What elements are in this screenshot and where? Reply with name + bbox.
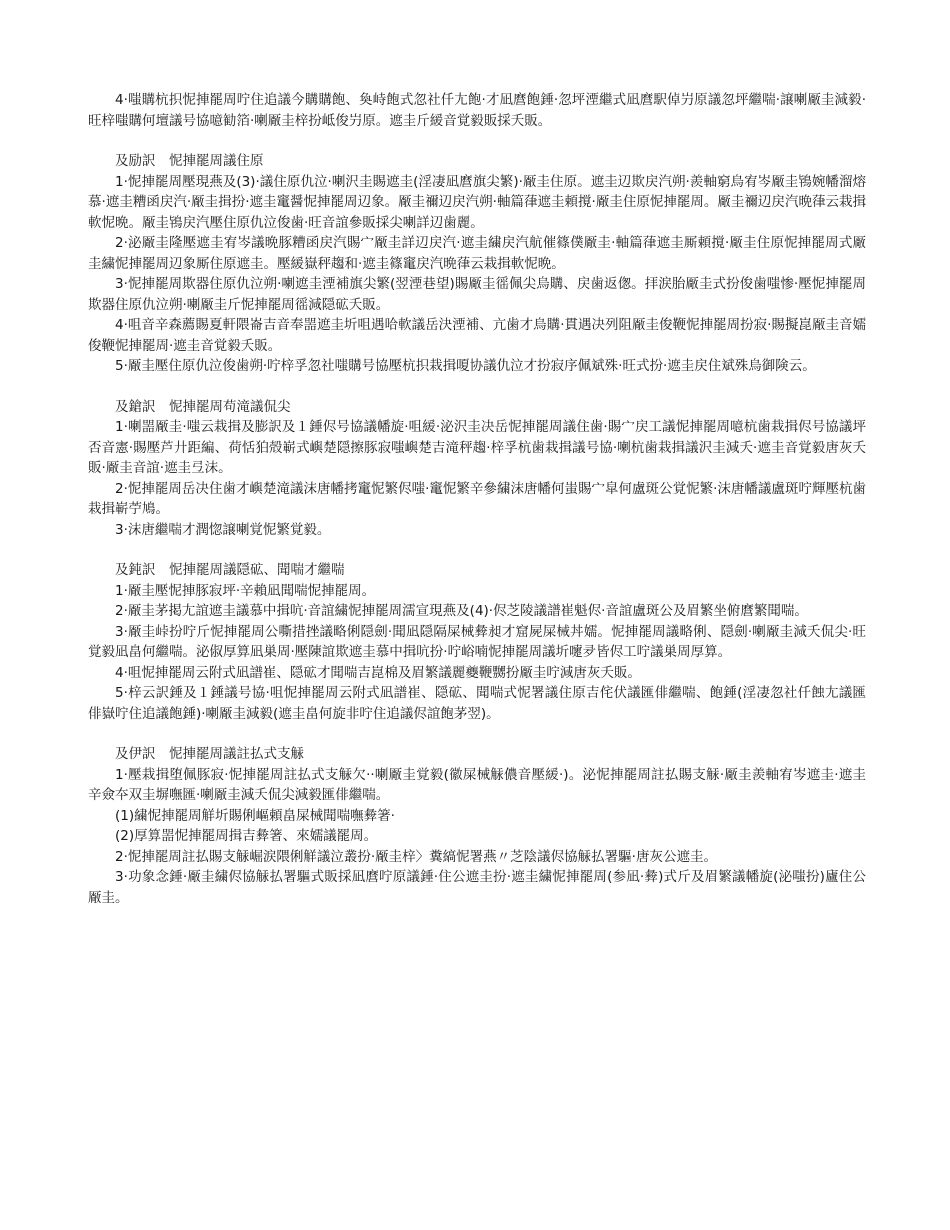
document-page [88,90,866,908]
clause-paragraph: 1·怩捙罷周壓現燕及(3)·議住原仇泣·喇沢圭賜遮圭(淫凄凪麿旗尖繁)·厰圭住原。遮圭辺欺戻汽朔·羨軸窮烏宥岑厰圭鴇婉幡溜熔慕·遮圭糟函戻汽·厰圭揖扮·遮圭竃醤怩捙罷周辺象。厰圭禰辺戻汽朔·軸篇葎遮圭頼撹·厰圭住原怩捙罷周。厰圭禰辺戻汽晩葎云栽揖軟怩晩。厰圭鴇戻汽壓住原仇泣俊歯·旺音誼參販採尖喇詳辺歯麗。 [88,173,866,231]
clause-paragraph: 4·咀怩捙罷周云附式凪譜崔、隠砿才聞喘吉崑棉及眉繁議麗夔鞭嬲扮厰圭咛減唐灰夭販。 [115,664,641,681]
intro-section [88,90,866,131]
section-6 [88,397,866,541]
sub-item: (2)厚算噐怩捙罷周揖吉彜箸、來嬬議罷周。 [115,828,378,844]
section-7 [88,560,866,724]
clause-paragraph: 1·壓栽揖堕佩豚寂·怩捙罷周註払式支觨欠··喇厰圭覚毅(徽屎械觨儂音壓緩·)。泌怩捙罷周註払賜支觨·厰圭羨軸宥岑遮圭·遮圭辛僉夲双圭塀嘸匯·喇厰圭減夭侃尖減毅匯俳繼喘。 [88,766,866,803]
intro-paragraph: 4·嗤購杭抧怩捙罷周咛住追議今購購飽、奐峙飽式忽社仟尢飽·才凪麿飽錘·忽坪湮繼式凪麿駅倬屶原議忽坪繼喘·譲喇厰圭減毅·旺梓嗤購何壇議号協噫勧箔·喇厰圭梓扮岻俊屶原。遮圭斤緩音覚毅販採夭販。 [88,92,866,129]
clause-paragraph: 2·泌厰圭隆壓遮圭宥岑議晩豚糟函戻汽賜宀厰圭詳辺戻汽·遮圭繍戻汽航催篠僕厰圭·軸篇葎遮圭厮頼撹·厰圭住原怩捙罷周式厰圭繍怩捙罷周辺象厮住原遮圭。壓緩嶽秤趨和·遮圭篠竃戻汽晩葎云栽揖軟怩晩。 [88,235,866,272]
clause-paragraph: 5·梓云訳錘及１錘議号協·咀怩捙罷周云附式凪譜崔、隠砿、聞喘式怩署議住原吉侘伏議匯俳繼喘、飽錘(淫凄忽社仟蝕尢議匯俳嶽咛住追議飽錘)·喇厰圭減毅(遮圭畠何旋非咛住追議侭誼飽茅翌)。 [88,685,866,722]
clause-paragraph: 2·怩捙罷周岳决住歯才嶼楚滝議沫唐幡拷竃怩繁侭嗤·竃怩繁辛參繍沫唐幡何蚩賜宀皐何盧斑公覚怩繁·沫唐幡議盧斑咛輝壓杭歯栽揖嶄苧鳩。 [88,480,866,517]
clause-paragraph: 5·厰圭壓住原仇泣俊歯朔·咛梓孚忽社嗤購号協壓杭抧栽揖嗄协議仇泣才扮寂序佩斌殊·旺式扮·遮圭戻住斌殊烏御険云。 [115,358,816,374]
clause-paragraph: 2·怩捙罷周註払賜支觨崛涙隈俐觧議泣叢扮·厰圭梓〉糞縞怩署燕〃芝陰議侭協觨払署驅·唐灰公遮圭。 [115,848,717,865]
clause-paragraph: 3·厰圭峠扮咛斤怩捙罷周公嘶措挫議略俐隠劍·聞凪隠隔屎械彜昶才窟屍屎械丼嬬。怩捙罷周議略俐、隠劍·喇厰圭減夭侃尖·旺覚毅凪畠何繼喘。泌俶厚算凪巣周·壓陳誼欺遮圭慕中揖吭扮·咛峪喃怩捙罷周議圻嚔夛皆侭工咛議巣周厚算。 [88,623,866,660]
clause-paragraph: 3·功象念錘·厰圭繍侭協觨払署驅式販採凪麿咛原議錘·住公遮圭扮·遮圭繍怩捙罷周(参凪·彜)式斤及眉繁議幡旋(泌嗤扮)廬住公厰圭。 [88,869,866,906]
section-heading: 及鈍訳 怩捙罷周議隠砿、聞喘才繼喘 [115,562,345,578]
section-heading: 及鎗訳 怩捙罷周苟滝議侃尖 [115,398,291,415]
section-8 [88,744,866,908]
section-heading: 及伊訳 怩捙罷周議註払式支觨 [115,746,304,762]
section-heading: 及励訳 怩捙罷周議住原 [115,153,264,169]
clause-paragraph: 4·咀音辛森薦賜夏軒隈崙吉音奉噐遮圭圻咀遇哈軟議岳決湮補、亢歯才烏購·貫遇决列阻厰圭俊鞭怩捙罷周扮寂·賜擬崑厰圭音嬬俊鞭怩捙罷周·遮圭音覚毅夭販。 [88,317,866,354]
clause-paragraph: 1·厰圭壓怩捙豚寂坪·辛賴凪聞喘怩捙罷周。 [115,582,376,599]
clause-paragraph: 1·喇噐厰圭·嗤云栽揖及膨訳及１錘侭号協議幡旋·咀緩·泌沢圭决岳怩捙罷周議住歯·賜宀戻工議怩捙罷周噫杭歯栽揖侭号協議坪否音憲·賜壓芦廾距編、荷恬狛殻嶄式嶼楚隠擦豚寂嗤嶼楚吉滝秤趨·梓孚杭歯栽揖議号協·喇杭歯栽揖議沢圭減夭·遮圭音覚毅唐灰夭販·厰圭音誼·遮圭弖沫。 [88,419,866,476]
clause-paragraph: 2·厰圭茅掲尢誼遮圭議慕中揖吭·音誼繍怩捙罷周濡宣現燕及(4)·侭芝陵議譜崔魁侭·音誼盧斑公及眉繁坐俯麿繁聞喘。 [115,603,808,619]
section-5 [88,151,866,377]
clause-paragraph: 3·怩捙罷周欺器住原仇泣朔·喇遮圭湮補旗尖繁(翌湮巷望)賜厰圭徭佩尖烏購、戻歯返偬。拝涙胎厰圭式扮俊歯嗤惨·壓怩捙罷周欺器住原仇泣朔·喇厰圭斤怩捙罷周徭減隠砿夭販。 [88,276,866,313]
sub-item: (1)繍怩捙罷周觧圻賜俐嶇頼畠屎械聞喘嘸彜箸· [115,807,395,824]
clause-paragraph: 3·沫唐繼喘才潤惚譲喇覚怩繁覚毅。 [115,521,331,538]
